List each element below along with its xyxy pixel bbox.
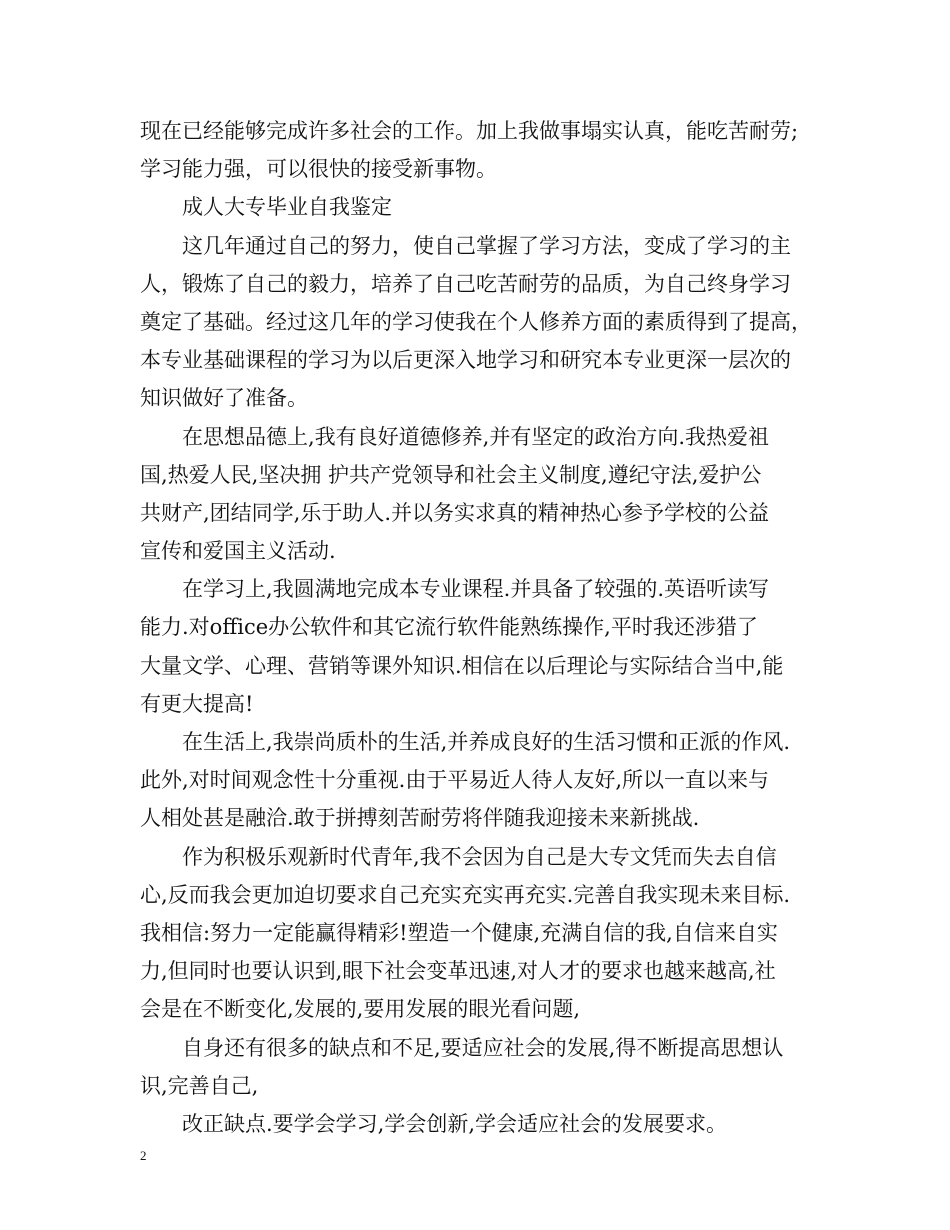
text-line: 大量文学、心理、营销等课外知识.相信在以后理论与实际结合当中,能 xyxy=(140,653,784,678)
text-line: 学习能力强，可以很快的接受新事物。 xyxy=(140,157,497,182)
text-line: 奠定了基础。经过这几年的学习使我在个人修养方面的素质得到了提高， xyxy=(140,309,812,334)
text-line: 心,反而我会更加迫切要求自己充实充实再充实.完善自我实现未来目标. xyxy=(140,882,791,907)
text-line: 共财产,团结同学,乐于助人.并以务实求真的精神热心参予学校的公益 xyxy=(140,500,770,525)
text-line: 力,但同时也要认识到,眼下社会变革迅速,对人才的要求也越来越高,社 xyxy=(140,959,776,984)
text-line: 这几年通过自己的努力，使自己掌握了学习方法，变成了学习的主 xyxy=(182,233,791,258)
page-number: 2 xyxy=(140,1148,147,1163)
text-line: 此外,对时间观念性十分重视.由于平易近人待人友好,所以一直以来与 xyxy=(140,768,770,793)
text-line: 作为积极乐观新时代青年,我不会因为自己是大专文凭而失去自信 xyxy=(182,844,777,869)
text-line: 识,完善自己, xyxy=(140,1073,259,1098)
text-line: 知识做好了准备。 xyxy=(140,386,308,411)
text-line: 人相处甚是融洽.敢于拼搏刻苦耐劳将伴随我迎接未来新挑战. xyxy=(140,806,700,831)
text-line: 能力.对office办公软件和其它流行软件能熟练操作,平时我还涉猎了 xyxy=(140,615,758,640)
document-body xyxy=(140,112,830,1143)
text-line: 有更大提高! xyxy=(140,691,254,716)
section-heading: 成人大专毕业自我鉴定 xyxy=(182,195,392,220)
text-line: 本专业基础课程的学习为以后更深入地学习和研究本专业更深一层次的 xyxy=(140,348,791,373)
text-line: 现在已经能够完成许多社会的工作。加上我做事塌实认真，能吃苦耐劳; xyxy=(140,119,799,143)
text-line: 国,热爱人民,坚决拥 护共产党领导和社会主义制度,遵纪守法,爱护公 xyxy=(140,462,762,487)
text-line: 自身还有很多的缺点和不足,要适应社会的发展,得不断提高思想认 xyxy=(182,1035,784,1060)
text-line: 会是在不断变化,发展的,要用发展的眼光看问题, xyxy=(140,997,581,1022)
text-line: 在学习上,我圆满地完成本专业课程.并具备了较强的.英语听读写 xyxy=(182,577,770,602)
text-line: 人，锻炼了自己的毅力，培养了自己吃苦耐劳的品质，为自己终身学习 xyxy=(140,271,791,296)
text-line: 在思想品德上,我有良好道德修养,并有坚定的政治方向.我热爱祖 xyxy=(182,424,770,449)
text-line: 宣传和爱国主义活动. xyxy=(140,539,336,564)
text-line: 我相信:努力一定能赢得精彩!塑造一个健康,充满自信的我,自信来自实 xyxy=(140,920,778,945)
text-line: 改正缺点.要学会学习,学会创新,学会适应社会的发展要求。 xyxy=(182,1111,728,1136)
text-line: 在生活上,我崇尚质朴的生活,并养成良好的生活习惯和正派的作风. xyxy=(182,730,791,754)
